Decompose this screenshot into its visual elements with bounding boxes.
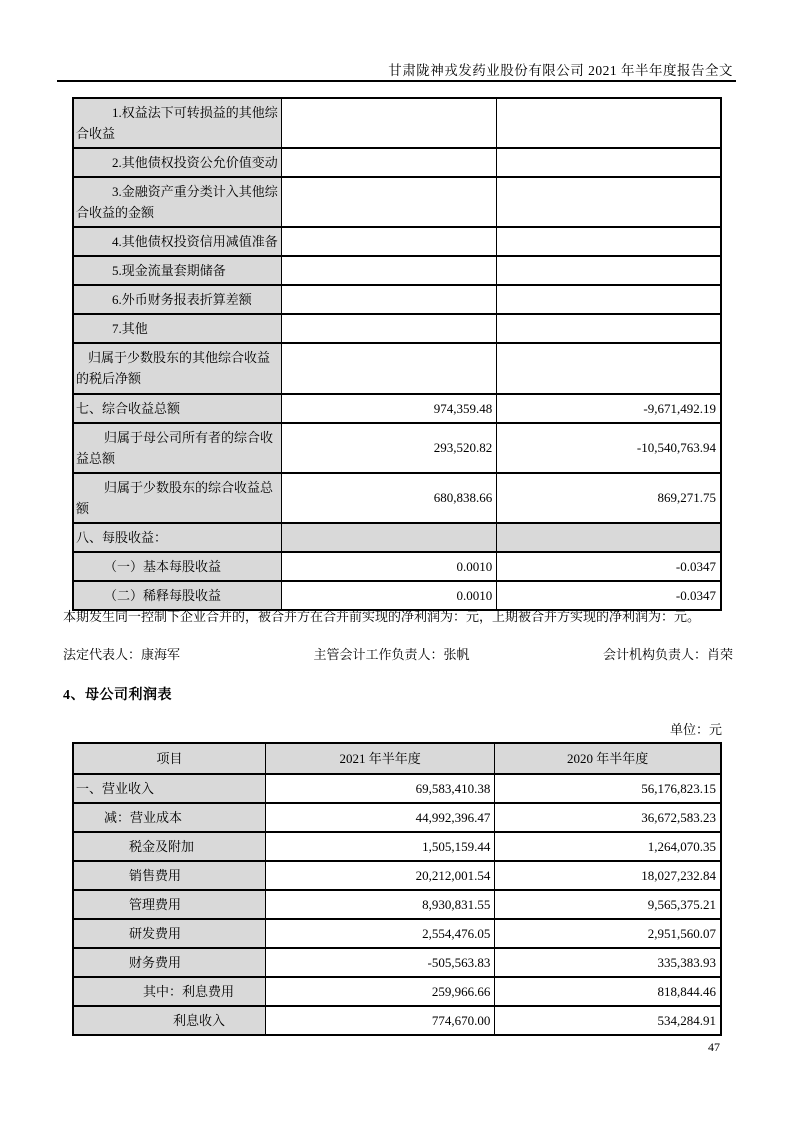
value-cell-current-period: 680,838.66 (282, 473, 497, 523)
value-cell-current-period: 0.0010 (282, 552, 497, 581)
value-cell-current-period: 774,670.00 (265, 1006, 494, 1035)
row-label-cell: 7.其他 (73, 314, 282, 343)
row-label-cell: 1.权益法下可转损益的其他综合收益 (73, 98, 282, 148)
table-row (73, 285, 721, 314)
table-row (73, 256, 721, 285)
table-row (73, 343, 721, 393)
row-label-cell: 研发费用 (73, 919, 265, 948)
unit-label: 单位：元 (669, 722, 722, 737)
value-cell-prior-period (497, 227, 721, 256)
value-cell-prior-period: 56,176,823.15 (495, 774, 721, 803)
row-label-cell: 5.现金流量套期储备 (73, 256, 282, 285)
table-row (73, 148, 721, 177)
page-number: 47 (708, 1040, 720, 1054)
row-label-cell: （二）稀释每股收益 (73, 581, 282, 610)
value-cell-current-period (282, 227, 497, 256)
value-cell-current-period: 974,359.48 (282, 394, 497, 423)
row-label-cell: 利息收入 (73, 1006, 265, 1035)
table-row (73, 890, 721, 919)
value-cell-current-period (282, 177, 497, 227)
value-cell-prior-period (497, 177, 721, 227)
value-cell-prior-period: 818,844.46 (495, 977, 721, 1006)
row-label-cell: 管理费用 (73, 890, 265, 919)
value-cell-prior-period: -9,671,492.19 (497, 394, 721, 423)
value-cell-prior-period (497, 523, 721, 552)
value-cell-prior-period: 1,264,070.35 (495, 832, 721, 861)
column-header-2020-half-year: 2020 年半年度 (495, 743, 721, 774)
value-cell-prior-period: 2,951,560.07 (495, 919, 721, 948)
document-header-title: 甘肃陇神戎发药业股份有限公司 2021 年半年度报告全文 (388, 63, 733, 78)
value-cell-current-period (282, 343, 497, 393)
row-label-cell: 归属于母公司所有者的综合收益总额 (73, 423, 282, 473)
value-cell-prior-period: 335,383.93 (495, 948, 721, 977)
row-label-cell: 八、每股收益： (73, 523, 282, 552)
row-label-cell: 七、综合收益总额 (73, 394, 282, 423)
value-cell-prior-period: -0.0347 (497, 552, 721, 581)
value-cell-prior-period: 534,284.91 (495, 1006, 721, 1035)
row-label-cell: 其中：利息费用 (73, 977, 265, 1006)
table-row (73, 977, 721, 1006)
row-label-cell: 财务费用 (73, 948, 265, 977)
value-cell-current-period: 293,520.82 (282, 423, 497, 473)
legal-representative-signature: 法定代表人：康海军 (63, 647, 181, 662)
value-cell-prior-period: 36,672,583.23 (495, 803, 721, 832)
row-label-cell: 4.其他债权投资信用减值准备 (73, 227, 282, 256)
table-row (73, 774, 721, 803)
section-heading-parent-income-statement: 4、母公司利润表 (63, 688, 172, 703)
table-row (73, 423, 721, 473)
table-row (73, 523, 721, 552)
value-cell-prior-period: 9,565,375.21 (495, 890, 721, 919)
row-label-cell: 一、营业收入 (73, 774, 265, 803)
merger-profit-note: 本期发生同一控制下企业合并的，被合并方在合并前实现的净利润为：元，上期被合并方实现的净利润为：元。 (63, 609, 701, 624)
value-cell-current-period: 0.0010 (282, 581, 497, 610)
table-row (73, 394, 721, 423)
value-cell-prior-period: -0.0347 (497, 581, 721, 610)
value-cell-current-period: 1,505,159.44 (265, 832, 494, 861)
column-header-2021-half-year: 2021 年半年度 (265, 743, 494, 774)
signature-row (63, 644, 733, 663)
row-label-cell: （一）基本每股收益 (73, 552, 282, 581)
value-cell-current-period: 69,583,410.38 (265, 774, 494, 803)
table-row (73, 948, 721, 977)
comprehensive-income-table-body (73, 98, 721, 610)
parent-company-income-table-body (73, 774, 721, 1035)
value-cell-prior-period (497, 285, 721, 314)
value-cell-prior-period (497, 314, 721, 343)
header-divider-rule (57, 80, 736, 82)
row-label-cell: 2.其他债权投资公允价值变动 (73, 148, 282, 177)
row-label-cell: 6.外币财务报表折算差额 (73, 285, 282, 314)
table-row (73, 919, 721, 948)
value-cell-prior-period: 869,271.75 (497, 473, 721, 523)
value-cell-current-period: 44,992,396.47 (265, 803, 494, 832)
table-row (73, 832, 721, 861)
row-label-cell: 归属于少数股东的综合收益总额 (73, 473, 282, 523)
table-row (73, 1006, 721, 1035)
value-cell-current-period: -505,563.83 (265, 948, 494, 977)
table-header-row (73, 743, 721, 774)
table-row (73, 314, 721, 343)
value-cell-current-period (282, 98, 497, 148)
table-row (73, 227, 721, 256)
parent-company-income-statement-table (72, 742, 722, 1036)
value-cell-current-period: 259,966.66 (265, 977, 494, 1006)
value-cell-prior-period (497, 256, 721, 285)
row-label-cell: 减：营业成本 (73, 803, 265, 832)
row-label-cell: 税金及附加 (73, 832, 265, 861)
value-cell-prior-period (497, 148, 721, 177)
comprehensive-income-table (72, 97, 722, 611)
table-row (73, 98, 721, 148)
value-cell-current-period (282, 256, 497, 285)
table-row (73, 473, 721, 523)
value-cell-current-period (282, 148, 497, 177)
value-cell-prior-period: 18,027,232.84 (495, 861, 721, 890)
value-cell-prior-period (497, 343, 721, 393)
column-header-item: 项目 (73, 743, 265, 774)
value-cell-current-period (282, 285, 497, 314)
value-cell-prior-period (497, 98, 721, 148)
value-cell-current-period (282, 523, 497, 552)
table-row (73, 803, 721, 832)
table-row (73, 861, 721, 890)
value-cell-prior-period: -10,540,763.94 (497, 423, 721, 473)
value-cell-current-period: 2,554,476.05 (265, 919, 494, 948)
row-label-cell: 销售费用 (73, 861, 265, 890)
accounting-department-head-signature: 会计机构负责人：肖荣 (602, 647, 733, 662)
value-cell-current-period: 20,212,001.54 (265, 861, 494, 890)
value-cell-current-period: 8,930,831.55 (265, 890, 494, 919)
table-row (73, 552, 721, 581)
chief-accounting-officer-signature: 主管会计工作负责人：张帆 (313, 647, 470, 662)
table-row (73, 177, 721, 227)
value-cell-current-period (282, 314, 497, 343)
row-label-cell: 归属于少数股东的其他综合收益的税后净额 (73, 343, 282, 393)
row-label-cell: 3.金融资产重分类计入其他综合收益的金额 (73, 177, 282, 227)
